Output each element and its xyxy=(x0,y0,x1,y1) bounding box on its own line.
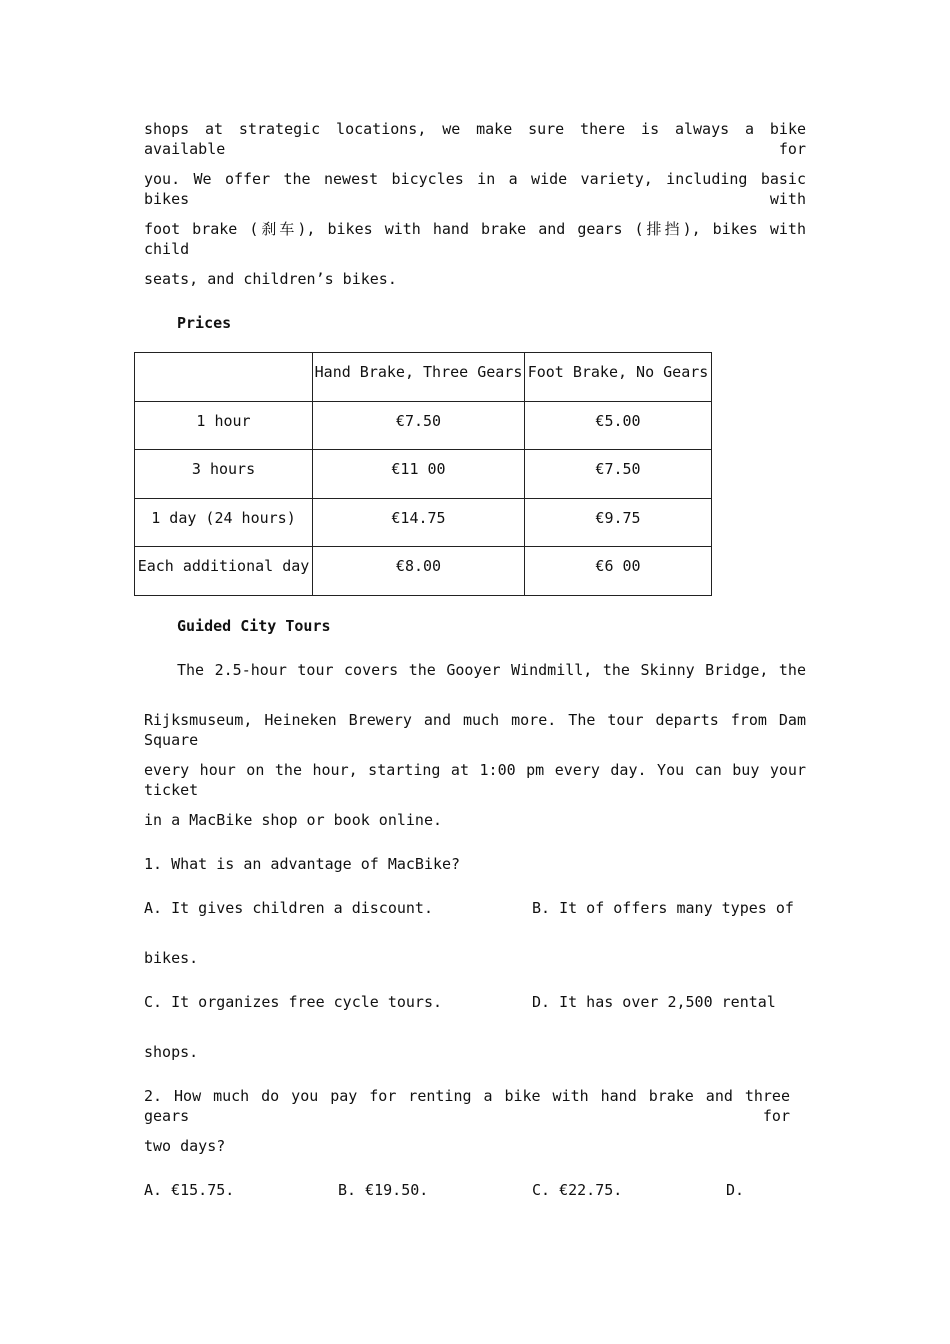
question-1-stem: 1. What is an advantage of MacBike? xyxy=(144,855,461,873)
table-row xyxy=(135,401,712,450)
intro-line-4: seats, and children’s bikes. xyxy=(144,270,397,288)
question-1-option-b-cont: bikes. xyxy=(144,949,199,967)
question-1-option-b: B. It of offers many types of xyxy=(532,899,794,917)
table-header-cell: Foot Brake, No Gears xyxy=(525,353,712,402)
question-2-option-b: B. €19.50. xyxy=(338,1181,429,1199)
table-cell: €11 00 xyxy=(313,450,525,499)
prices-heading: Prices xyxy=(177,314,232,332)
question-2-option-d: D. xyxy=(726,1181,745,1199)
prices-table xyxy=(134,352,712,596)
question-1-option-d-cont: shops. xyxy=(144,1043,199,1061)
question-2-stem-line-1: 2. How much do you pay for renting a bike with hand brake and three gears for xyxy=(144,1087,790,1125)
table-cell: 1 day (24 hours) xyxy=(135,498,313,547)
question-2-stem-line-2: two days? xyxy=(144,1137,226,1155)
table-row xyxy=(135,498,712,547)
intro-line-1: shops at strategic locations, we make sure there is always a bike available for xyxy=(144,120,806,158)
tours-heading: Guided City Tours xyxy=(177,617,331,635)
table-cell: €6 00 xyxy=(525,547,712,596)
table-cell: 1 hour xyxy=(135,401,313,450)
table-cell: 3 hours xyxy=(135,450,313,499)
tours-line-4: in a MacBike shop or book online. xyxy=(144,811,443,829)
table-cell: €8.00 xyxy=(313,547,525,596)
table-header-row xyxy=(135,353,712,402)
table-cell: €5.00 xyxy=(525,401,712,450)
table-cell: €14.75 xyxy=(313,498,525,547)
tours-line-3: every hour on the hour, starting at 1:00 pm every day. You can buy your ticket xyxy=(144,761,806,799)
table-header-cell xyxy=(135,353,313,402)
table-row xyxy=(135,547,712,596)
intro-line-2: you. We offer the newest bicycles in a wide variety, including basic bikes with xyxy=(144,170,806,208)
question-1-option-c: C. It organizes free cycle tours. xyxy=(144,993,443,1011)
question-2-option-a: A. €15.75. xyxy=(144,1181,235,1199)
table-cell: Each additional day xyxy=(135,547,313,596)
tours-line-1: The 2.5-hour tour covers the Gooyer Windmill, the Skinny Bridge, the xyxy=(177,661,806,679)
question-1-option-d: D. It has over 2,500 rental xyxy=(532,993,776,1011)
question-1-option-a: A. It gives children a discount. xyxy=(144,899,433,917)
table-cell: €7.50 xyxy=(525,450,712,499)
intro-line-3: foot brake (刹车), bikes with hand brake and gears (排挡), bikes with child xyxy=(144,220,806,258)
table-row xyxy=(135,450,712,499)
table-header-cell: Hand Brake, Three Gears xyxy=(313,353,525,402)
question-2-option-c: C. €22.75. xyxy=(532,1181,623,1199)
tours-line-2: Rijksmuseum, Heineken Brewery and much more. The tour departs from Dam Square xyxy=(144,711,806,749)
table-cell: €9.75 xyxy=(525,498,712,547)
table-cell: €7.50 xyxy=(313,401,525,450)
